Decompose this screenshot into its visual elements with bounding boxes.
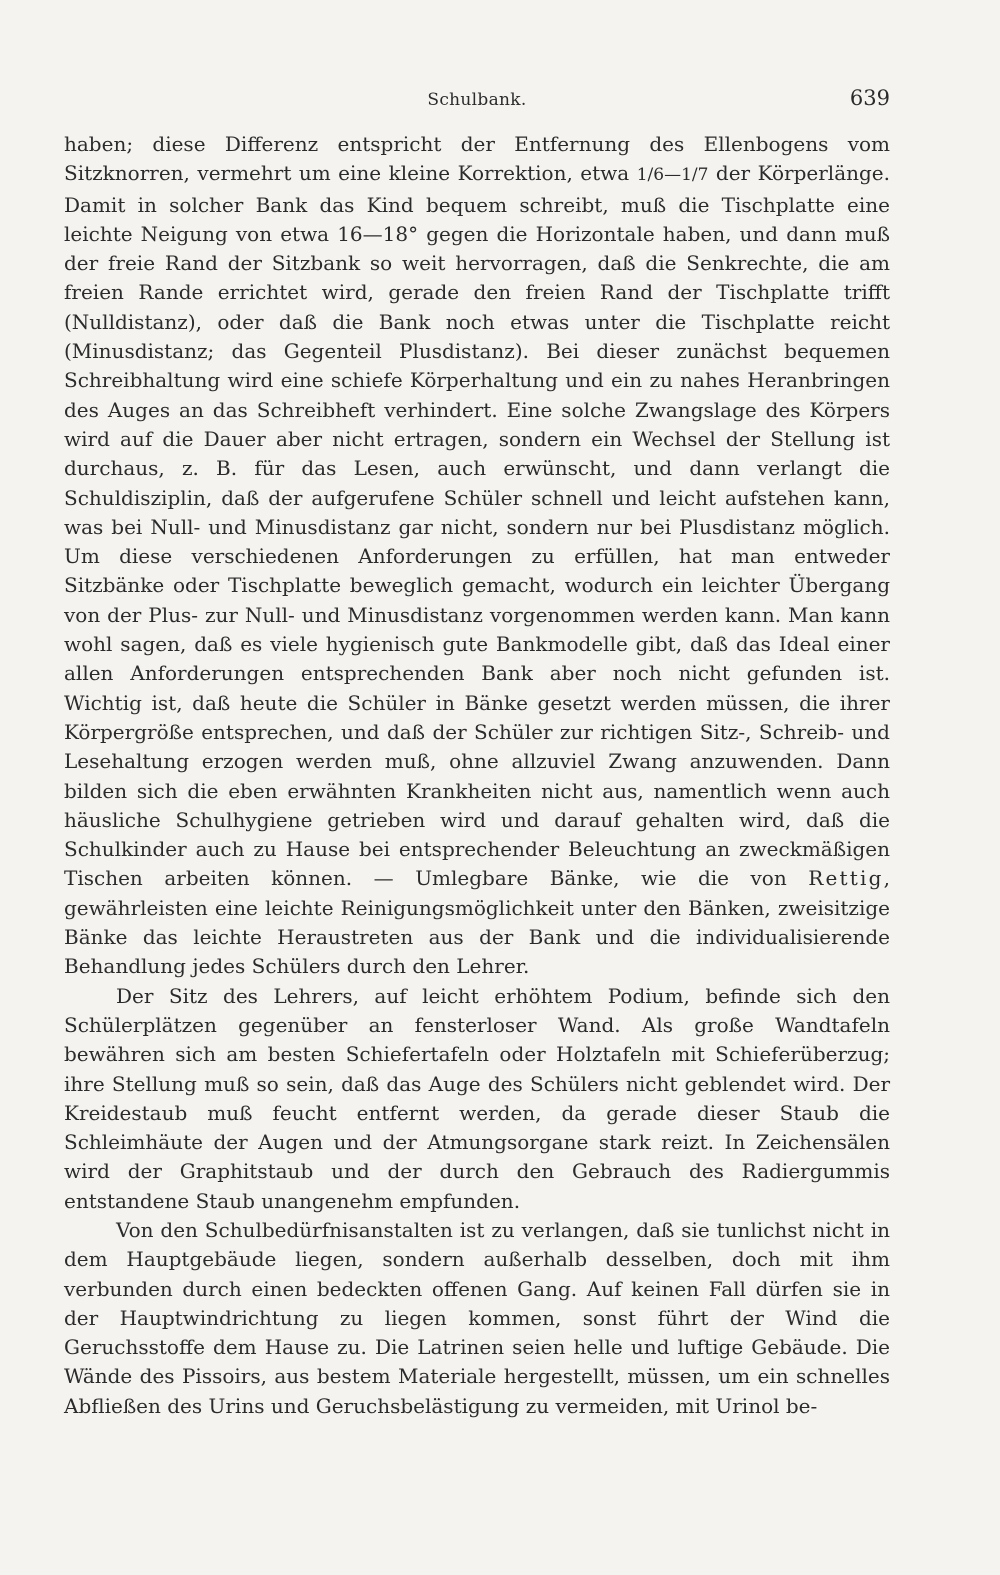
body-text [64,130,890,1421]
paragraph-school-bench [64,130,890,982]
paragraph-sanitary-facilities: Von den Schulbedürfnisanstalten ist zu verlangen, daß sie tunlichst nicht in dem Hauptgebäude liegen, sondern außerhalb desselben, doch mit ihm verbunden durch einen bedeckten offenen Gang. Auf keinen Fall dürfen sie in der Hauptwindrichtung zu liegen kommen, sonst führt der Wind die Geruchsstoffe dem Hause zu. Die Latrinen seien helle und luftige Gebäude. Die Wände des Pissoirs, aus bestem Materiale hergestellt, müssen, um ein schnelles Abfließen des Urins und Geruchsbelästigung zu vermeiden, mit Urinol be- [64,1217,890,1418]
paragraph-text: , gewährleisten eine leichte Reinigungsmöglichkeit unter den Bänken, zweisitzige Bänke das leichte Heraustreten aus der Bank und die individualisierende Behandlung jedes Schülers durch den Lehrer. [64,866,890,979]
fraction-body-length: 1/6—1/7 [636,165,709,186]
person-name: Rettig [808,866,884,891]
running-title: Schulbank. [427,90,527,110]
paragraph-text: haben; diese Differenz entspricht der Entfernung des Ellenbogens vom Sitzknorren, vermehrt um eine kleine Korrektion, etwa [64,132,890,186]
page-header [64,86,890,116]
paragraph-text: der Körperlänge. Damit in solcher Bank das Kind bequem schreibt, muß die Tischplatte eine leichte Neigung von etwa 16—18° gegen die Horizontale haben, und dann muß der freie Rand der Sitzbank so weit hervorragen, daß die Senkrechte, die am freien Rande errichtet wird, gerade den freien Rand der Tischplatte trifft (Nulldistanz), oder daß die Bank noch etwas unter die Tischplatte reicht (Minusdistanz; das Gegenteil Plusdistanz). Bei dieser zunächst bequemen Schreibhaltung wird eine schiefe Körperhaltung und ein zu nahes Heranbringen des Auges an das Schreibheft verhindert. Eine solche Zwangslage des Körpers wird auf die Dauer aber nicht ertragen, sondern ein Wechsel der Stellung ist durchaus, z. B. für das Lesen, auch erwünscht, und dann verlangt die Schuldisziplin, daß der aufgerufene Schüler schnell und leicht aufstehen kann, was bei Null- und Minusdistanz gar nicht, sondern nur bei Plusdistanz möglich. Um diese verschiedenen Anforderungen zu erfüllen, hat man entweder Sitzbänke oder Tischplatte beweglich gemacht, wodurch ein leichter Übergang von der Plus- zur Null- und Minusdistanz vorgenommen werden kann. Man kann wohl sagen, daß es viele hygienisch gute Bankmodelle gibt, daß das Ideal einer allen Anforderungen entsprechenden Bank aber noch nicht gefunden ist. Wichtig ist, daß heute die Schüler in Bänke gesetzt werden müssen, die ihrer Körpergröße entsprechen, und daß der Schüler zur richtigen Sitz-, Schreib- und Lesehaltung erzogen werden muß, ohne allzuviel Zwang anzuwenden. Dann bilden sich die eben erwähnten Krankheiten nicht aus, namentlich wenn auch häusliche Schulhygiene getrieben wird und darauf gehalten wird, daß die Schulkinder auch zu Hause bei entsprechender Beleuchtung an zweckmäßigen Tischen arbeiten können. — Umlegbare Bänke, wie die von [64,161,890,891]
page-number: 639 [849,86,890,110]
paragraph-teacher-seat: Der Sitz des Lehrers, auf leicht erhöhtem Podium, befinde sich den Schülerplätzen gegenüber an fensterloser Wand. Als große Wandtafeln bewähren sich am besten Schiefertafeln oder Holztafeln mit Schieferüberzug; ihre Stellung muß so sein, daß das Auge des Schülers nicht geblendet wird. Der Kreidestaub muß feucht entfernt werden, da gerade dieser Staub die Schleimhäute der Augen und der Atmungsorgane stark reizt. In Zeichensälen wird der Graphitstaub und der durch den Gebrauch des Radiergummis entstandene Staub unangenehm empfunden. [64,983,890,1213]
